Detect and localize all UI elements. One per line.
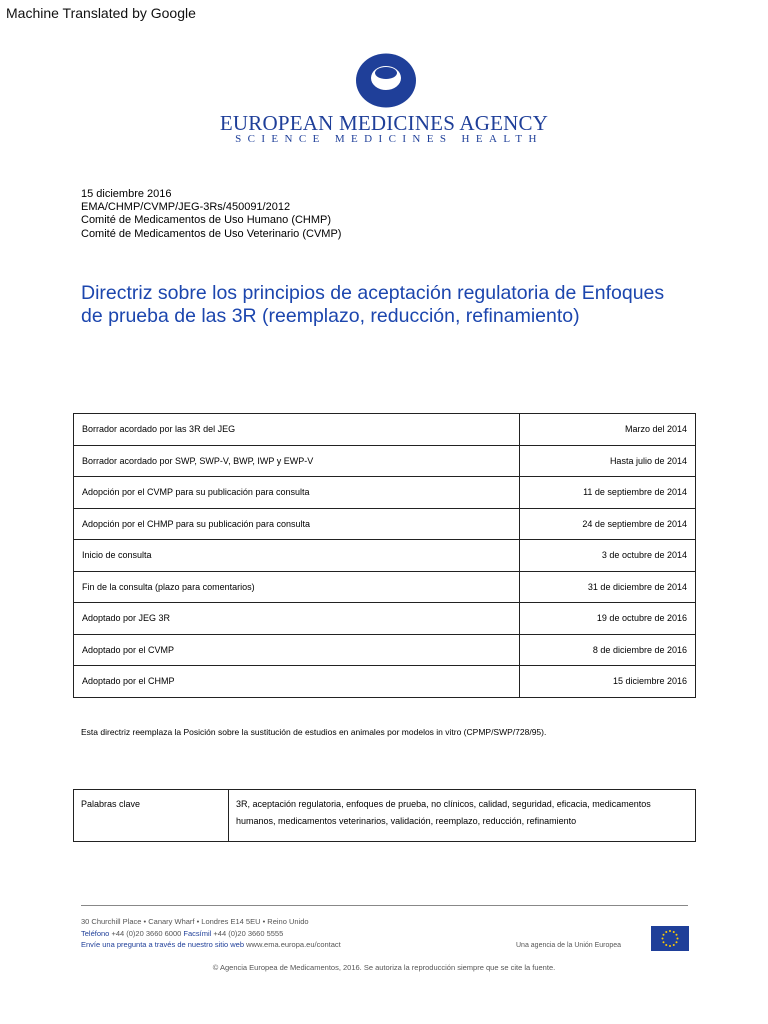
fax-number: +44 (0)20 3660 5555 [213, 928, 284, 938]
footer-contact-line [81, 939, 341, 951]
copyright-notice: © Agencia Europea de Medicamentos, 2016. Se autoriza la reproducción siempre que se cite la fuente. [212, 963, 556, 972]
timeline-step-date: 31 de diciembre de 2014 [520, 571, 696, 603]
document-date: 15 diciembre 2016 [81, 188, 172, 200]
footer-contact [81, 916, 341, 951]
replacement-note: Esta directriz reemplaza la Posición sobre la sustitución de estudios en animales por modelos in vitro (CPMP/SWP/728/95). [81, 727, 547, 737]
footer-divider [81, 905, 688, 906]
footer-phone-line [81, 928, 341, 940]
committee-human: Comité de Medicamentos de Uso Humano (CHMP) [81, 214, 332, 227]
timeline-step-label: Adopción por el CHMP para su publicación para consulta [74, 508, 520, 540]
table-row [74, 666, 696, 698]
timeline-step-label: Adopción por el CVMP para su publicación para consulta [74, 477, 520, 509]
eu-flag-icon [651, 926, 689, 951]
table-row [74, 571, 696, 603]
contact-label: Envíe una pregunta a través de nuestro sitio web [81, 940, 245, 949]
timeline-step-label: Borrador acordado por SWP, SWP-V, BWP, IWP y EWP-V [74, 445, 520, 477]
timeline-step-label: Adoptado por el CVMP [74, 634, 520, 666]
footer-address: 30 Churchill Place • Canary Wharf • Londres E14 5EU • Reino Unido [81, 917, 309, 926]
fax-label: Facsímil [183, 928, 212, 938]
timeline-step-date: 24 de septiembre de 2014 [520, 508, 696, 540]
eu-agency-label: Una agencia de la Unión Europea [516, 942, 622, 949]
timeline-step-label: Fin de la consulta (plazo para comentarios) [74, 571, 520, 603]
phone-number: +44 (0)20 3660 6000 [111, 928, 182, 938]
keywords-label: Palabras clave [74, 790, 229, 842]
keywords-table [73, 789, 696, 842]
document-meta [81, 188, 341, 241]
table-row [74, 445, 696, 477]
timeline-step-label: Adoptado por el CHMP [74, 666, 520, 698]
timeline-step-date: Hasta julio de 2014 [520, 445, 696, 477]
agency-name: EUROPEAN MEDICINES AGENCY [219, 111, 549, 135]
table-row [74, 790, 696, 842]
timeline-step-date: 3 de octubre de 2014 [520, 540, 696, 572]
phone-label: Teléfono [81, 928, 110, 938]
timeline-step-date: 8 de diciembre de 2016 [520, 634, 696, 666]
timeline-step-date: Marzo del 2014 [520, 414, 696, 446]
timeline-table [73, 413, 696, 698]
table-row [74, 634, 696, 666]
timeline-step-date: 15 diciembre 2016 [520, 666, 696, 698]
committee-veterinary: Comité de Medicamentos de Uso Veterinario (CVMP) [81, 227, 342, 240]
machine-translation-banner: Machine Translated by Google [6, 5, 196, 21]
table-row [74, 508, 696, 540]
table-row [74, 540, 696, 572]
timeline-step-label: Adoptado por JEG 3R [74, 603, 520, 635]
table-row [74, 414, 696, 446]
document-title: Directriz sobre los principios de aceptación regulatoria de Enfoques de prueba de las 3R (reemplazo, reducción, refinamiento) [81, 282, 665, 327]
timeline-step-date: 11 de septiembre de 2014 [520, 477, 696, 509]
table-row [74, 603, 696, 635]
agency-tagline: SCIENCE MEDICINES HEALTH [235, 133, 543, 145]
timeline-step-label: Borrador acordado por las 3R del JEG [74, 414, 520, 446]
table-row [74, 477, 696, 509]
timeline-step-date: 19 de octubre de 2016 [520, 603, 696, 635]
contact-link[interactable]: www.ema.europa.eu/contact [246, 940, 341, 949]
document-reference: EMA/CHMP/CVMP/JEG-3Rs/450091/2012 [81, 201, 291, 214]
ema-logo-icon [355, 53, 417, 108]
keywords-value: 3R, aceptación regulatoria, enfoques de prueba, no clínicos, calidad, seguridad, eficacia, medicamentos humanos, medicamentos veterinarios, validación, reemplazo, reducción, refinamiento [229, 790, 696, 842]
timeline-step-label: Inicio de consulta [74, 540, 520, 572]
